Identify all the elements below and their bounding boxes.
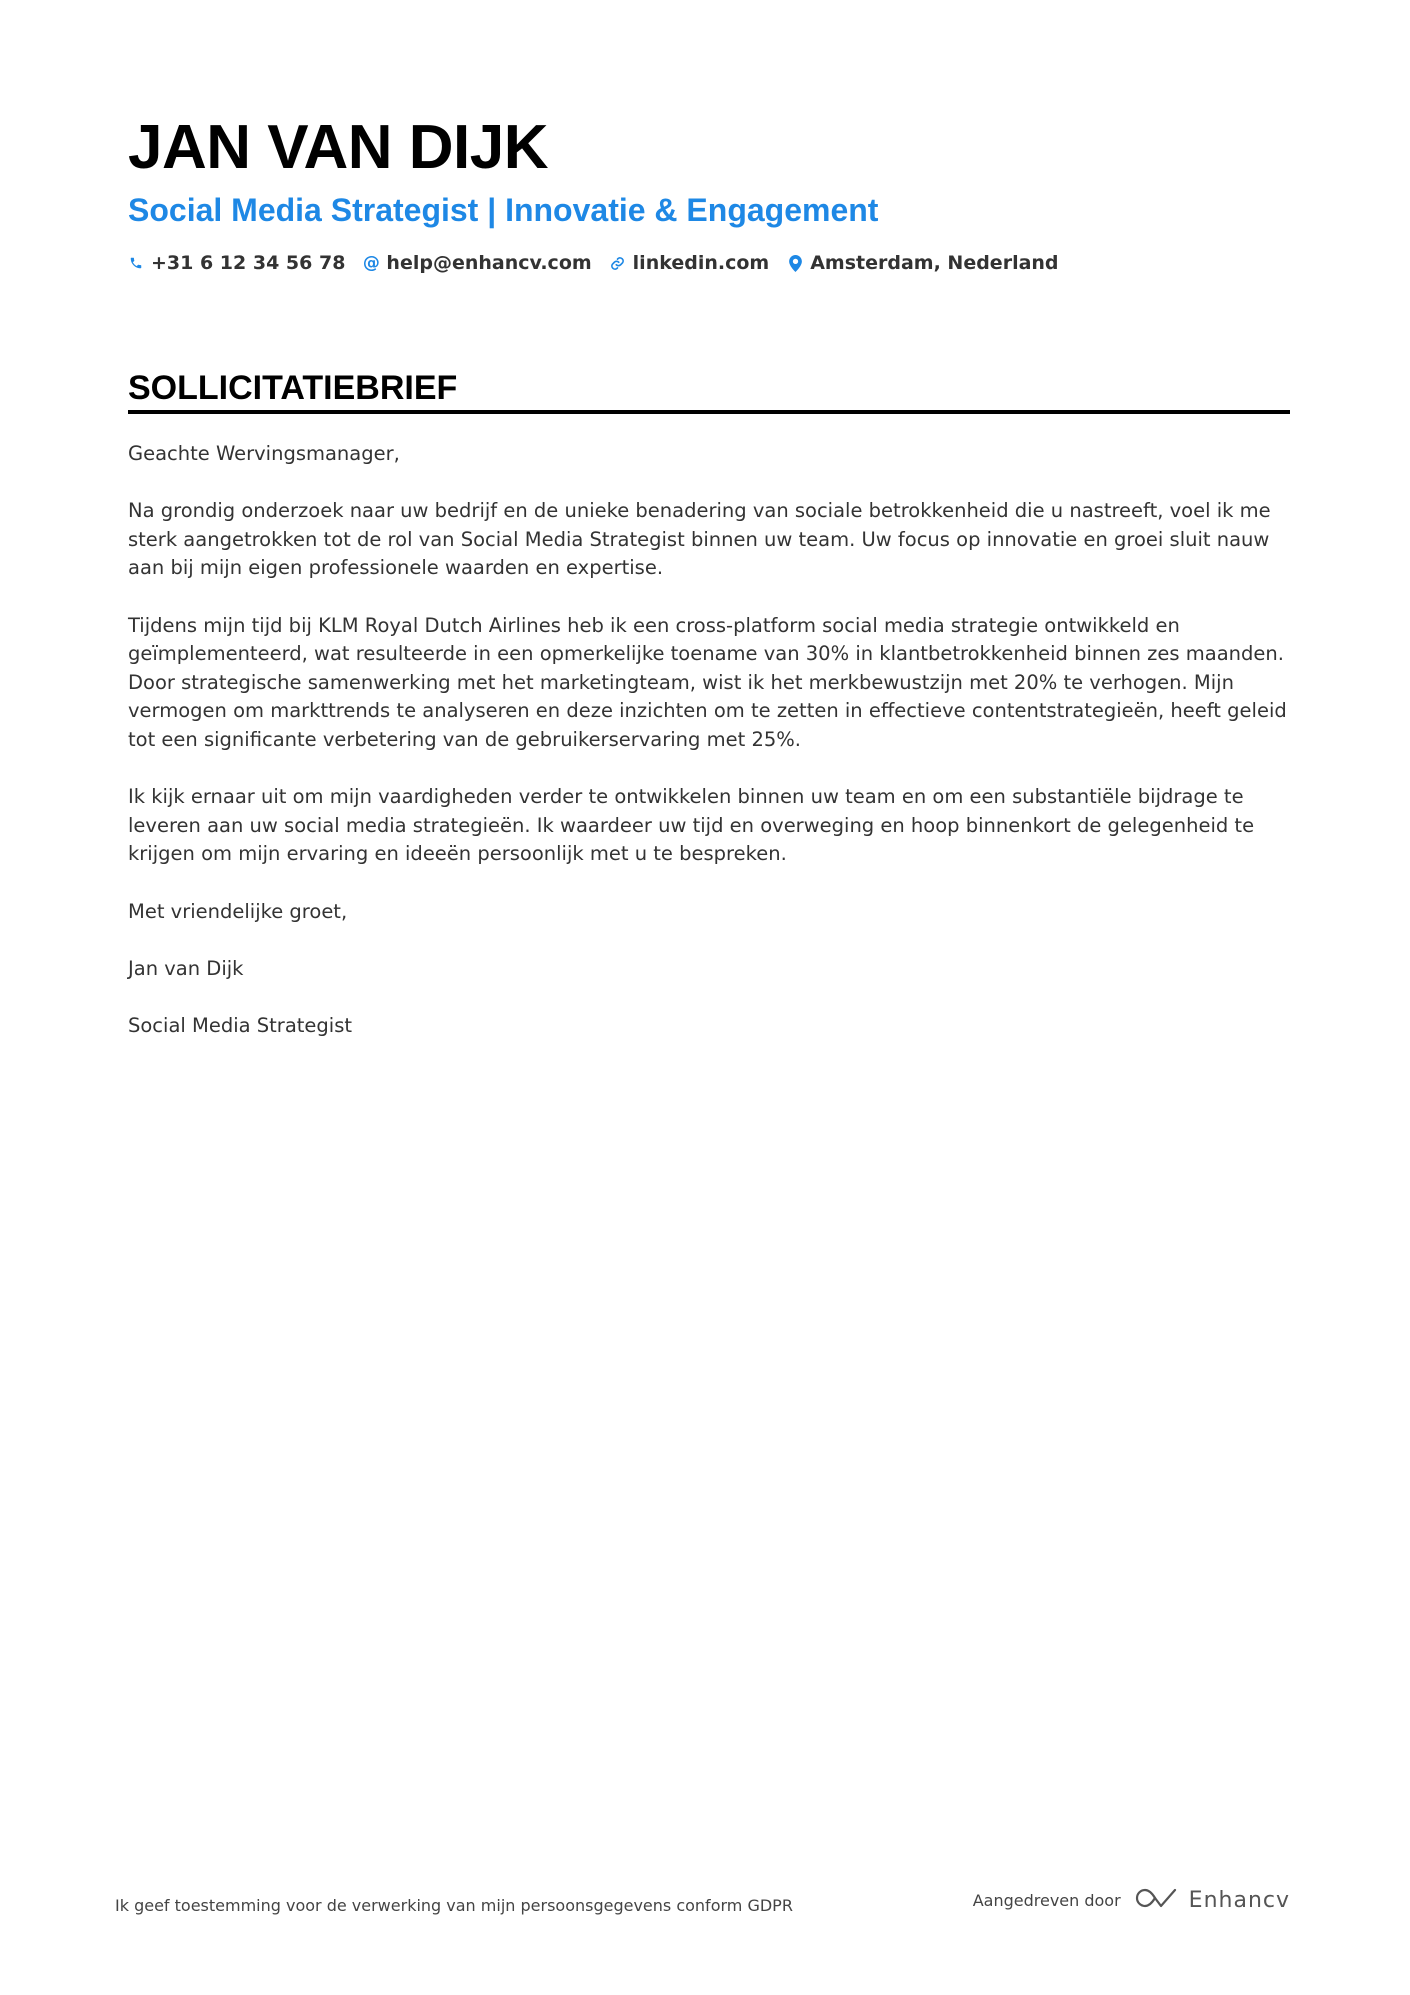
section-divider	[128, 410, 1290, 414]
contact-linkedin[interactable]	[610, 252, 770, 274]
link-icon	[610, 253, 626, 273]
letter-salutation: Geachte Wervingsmanager,	[128, 442, 400, 465]
letter-closing: Met vriendelijke groet,	[128, 899, 348, 923]
gdpr-consent: Ik geef toestemming voor de verwerking van mijn persoonsgegevens conform GDPR	[115, 1896, 793, 1915]
applicant-name: JAN VAN DIJK	[128, 113, 549, 182]
powered-by[interactable]	[973, 1886, 1290, 1914]
enhancv-wordmark: Enhancv	[1188, 1887, 1290, 1913]
contact-location	[787, 252, 1058, 274]
phone-icon	[128, 253, 144, 273]
enhancv-logo-icon	[1133, 1886, 1179, 1914]
signature-name: Jan van Dijk	[128, 956, 244, 980]
letter-paragraph: Tijdens mijn tijd bij KLM Royal Dutch Airlines heb ik een cross-platform social media strategie ontwikkeld en geïmplementeerd, wat resulteerde in een opmerkelijke toename van 30% in klantbetrokkenheid binnen zes maanden. Door strategische samenwerking met het marketingteam, wist ik het merkbewustzijn met 20% te verhogen. Mijn vermogen om markttrends te analyseren en deze inzichten om te zetten in effectieve contentstrategieën, heeft geleid tot een significante verbetering van de gebruikerservaring met 25%.	[128, 613, 1287, 751]
section-title: SOLLICITATIEBRIEF	[128, 369, 458, 407]
letter-paragraph: Ik kijk ernaar uit om mijn vaardigheden verder te ontwikkelen binnen uw team en om een substantiële bijdrage te leveren aan uw social media strategieën. Ik waardeer uw tijd en overweging en hoop binnenkort de gelegenheid te krijgen om mijn ervaring en ideeën persoonlijk met u te bespreken.	[128, 785, 1255, 866]
contact-phone-text: +31 6 12 34 56 78	[151, 252, 346, 274]
contact-email[interactable]	[363, 252, 591, 274]
contact-linkedin-text[interactable]: linkedin.com	[632, 252, 770, 274]
letter-body	[128, 440, 1293, 1069]
at-icon: @	[362, 253, 380, 273]
signature-title: Social Media Strategist	[128, 1013, 353, 1037]
applicant-headline: Social Media Strategist | Innovatie & Engagement	[128, 192, 879, 228]
powered-by-label: Aangedreven door	[972, 1890, 1121, 1910]
letter-paragraph: Na grondig onderzoek naar uw bedrijf en de unieke benadering van sociale betrokkenheid die u nastreeft, voel ik me sterk aangetrokken tot de rol van Social Media Strategist binnen uw team. Uw focus op innovatie en groei sluit nauw aan bij mijn eigen professionele waarden en expertise.	[128, 499, 1271, 580]
enhancv-brand[interactable]	[1133, 1886, 1290, 1914]
contact-location-text: Amsterdam, Nederland	[810, 252, 1059, 274]
contact-email-text[interactable]: help@enhancv.com	[386, 252, 592, 274]
contact-phone	[128, 252, 345, 274]
location-pin-icon	[787, 253, 803, 273]
contact-bar	[128, 252, 1059, 274]
